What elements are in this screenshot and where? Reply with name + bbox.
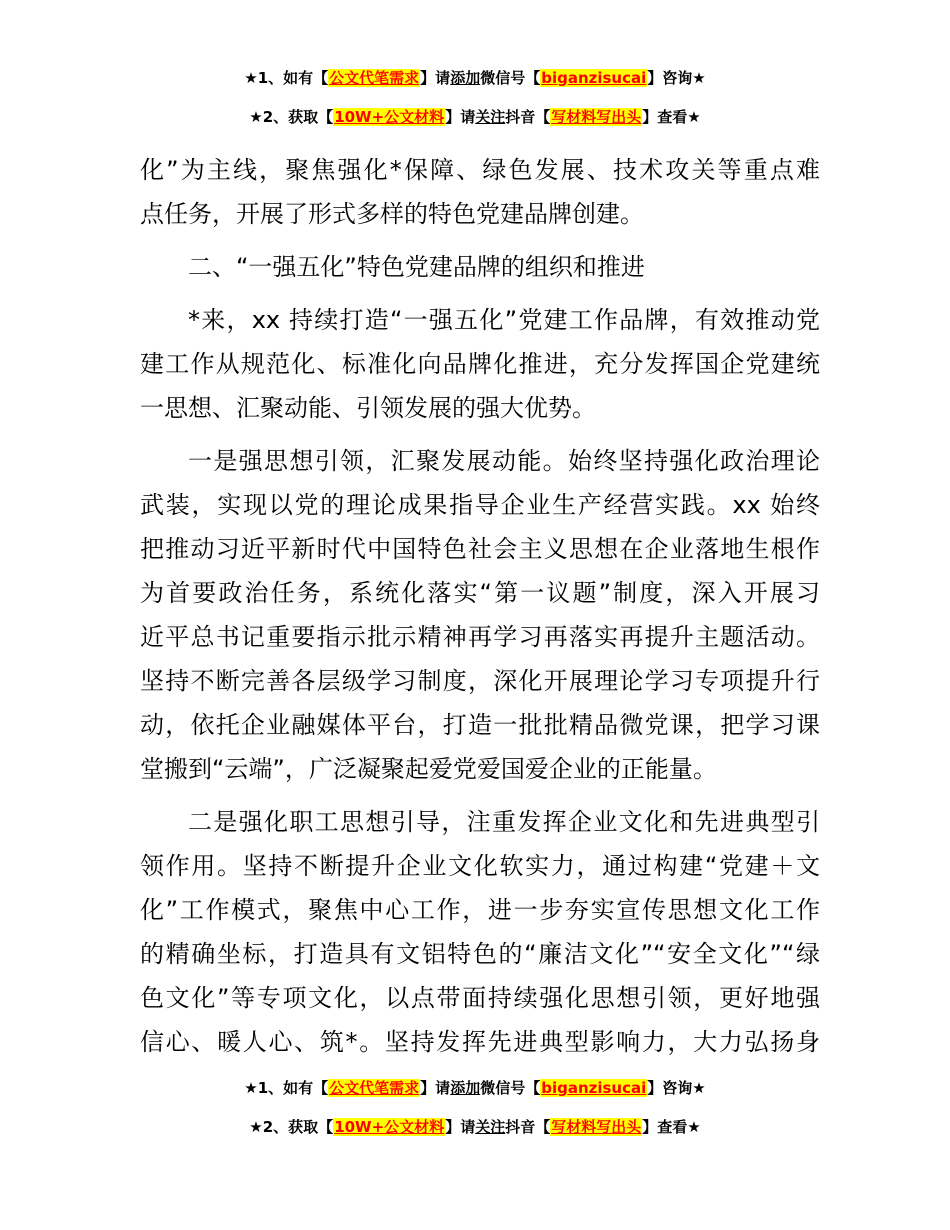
banner-text-underlined: 添加 xyxy=(450,69,481,87)
banner-text: ★1、如有【 xyxy=(244,1079,329,1097)
banner-text: 】请 xyxy=(445,108,476,126)
body-line: 一思想、汇聚动能、引领发展的强大优势。 xyxy=(140,394,596,422)
banner-text: 】咨询★ xyxy=(647,1079,706,1097)
body-line: 信心、暖人心、筑*。坚持发挥先进典型影响力，大力弘扬身 xyxy=(140,1028,820,1056)
banner-text: 】咨询★ xyxy=(647,69,706,87)
section-heading: 二、“一强五化”特色党建品牌的组织和推进 xyxy=(188,253,645,281)
banner-text: 微信号【 xyxy=(480,69,541,87)
header-banner-line-1 xyxy=(0,68,950,88)
banner-text: 】请 xyxy=(420,69,451,87)
body-line: 一是强思想引领，汇聚发展动能。始终坚持强化政治理论 xyxy=(188,447,820,475)
body-line: 色文化”等专项文化，以点带面持续强化思想引领，更好地强 xyxy=(140,984,820,1012)
banner-highlight-service: 公文代笔需求 xyxy=(329,69,420,87)
body-line: 化”工作模式，聚焦中心工作，进一步夯实宣传思想文化工作 xyxy=(140,896,820,924)
banner-highlight-douyin: 写材料写出头 xyxy=(551,1118,642,1136)
body-line: 的精确坐标，打造具有文铝特色的“廉洁文化”“安全文化”“绿 xyxy=(140,940,820,968)
banner-text: 】请 xyxy=(445,1118,476,1136)
banner-text: 】请 xyxy=(420,1079,451,1097)
body-line: 武装，实现以党的理论成果指导企业生产经营实践。xx 始终 xyxy=(140,491,820,519)
body-line: 化”为主线，聚焦强化*保障、绿色发展、技术攻关等重点难 xyxy=(140,156,820,184)
body-line: 把推动习近平新时代中国特色社会主义思想在企业落地生根作 xyxy=(140,535,820,563)
banner-text: 】查看★ xyxy=(642,108,701,126)
banner-highlight-douyin: 写材料写出头 xyxy=(551,108,642,126)
footer-banner-line-1 xyxy=(0,1078,950,1098)
body-line: *来，xx 持续打造“一强五化”党建工作品牌，有效推动党 xyxy=(188,306,820,334)
header-banner-line-2 xyxy=(0,107,950,127)
banner-text: ★1、如有【 xyxy=(244,69,329,87)
body-line: 点任务，开展了形式多样的特色党建品牌创建。 xyxy=(140,200,644,228)
banner-text-underlined: 关注 xyxy=(475,108,506,126)
footer-banner-line-2 xyxy=(0,1117,950,1137)
banner-text: ★2、获取【 xyxy=(249,1118,334,1136)
body-line: 二是强化职工思想引导，注重发挥企业文化和先进典型引 xyxy=(188,808,820,836)
body-line: 坚持不断完善各层级学习制度，深化开展理论学习专项提升行 xyxy=(140,667,820,695)
banner-highlight-wechat-id: biganzisucai xyxy=(541,1079,647,1097)
body-line: 为首要政治任务，系统化落实“第一议题”制度，深入开展习 xyxy=(140,579,820,607)
body-line: 堂搬到“云端”，广泛凝聚起爱党爱国爱企业的正能量。 xyxy=(140,755,717,783)
banner-highlight-materials: 10W+公文材料 xyxy=(334,1118,445,1136)
banner-text: ★2、获取【 xyxy=(249,108,334,126)
banner-text-underlined: 添加 xyxy=(450,1079,481,1097)
banner-highlight-materials: 10W+公文材料 xyxy=(334,108,445,126)
banner-text: 微信号【 xyxy=(480,1079,541,1097)
body-line: 领作用。坚持不断提升企业文化软实力，通过构建“党建＋文 xyxy=(140,852,820,880)
banner-text: 抖音【 xyxy=(505,1118,551,1136)
banner-text: 】查看★ xyxy=(642,1118,701,1136)
body-line: 近平总书记重要指示批示精神再学习再落实再提升主题活动。 xyxy=(140,623,820,651)
banner-highlight-wechat-id: biganzisucai xyxy=(541,69,647,87)
banner-text: 抖音【 xyxy=(505,108,551,126)
banner-highlight-service: 公文代笔需求 xyxy=(329,1079,420,1097)
banner-text-underlined: 关注 xyxy=(475,1118,506,1136)
body-line: 建工作从规范化、标准化向品牌化推进，充分发挥国企党建统 xyxy=(140,350,820,378)
body-line: 动，依托企业融媒体平台，打造一批批精品微党课，把学习课 xyxy=(140,711,820,739)
